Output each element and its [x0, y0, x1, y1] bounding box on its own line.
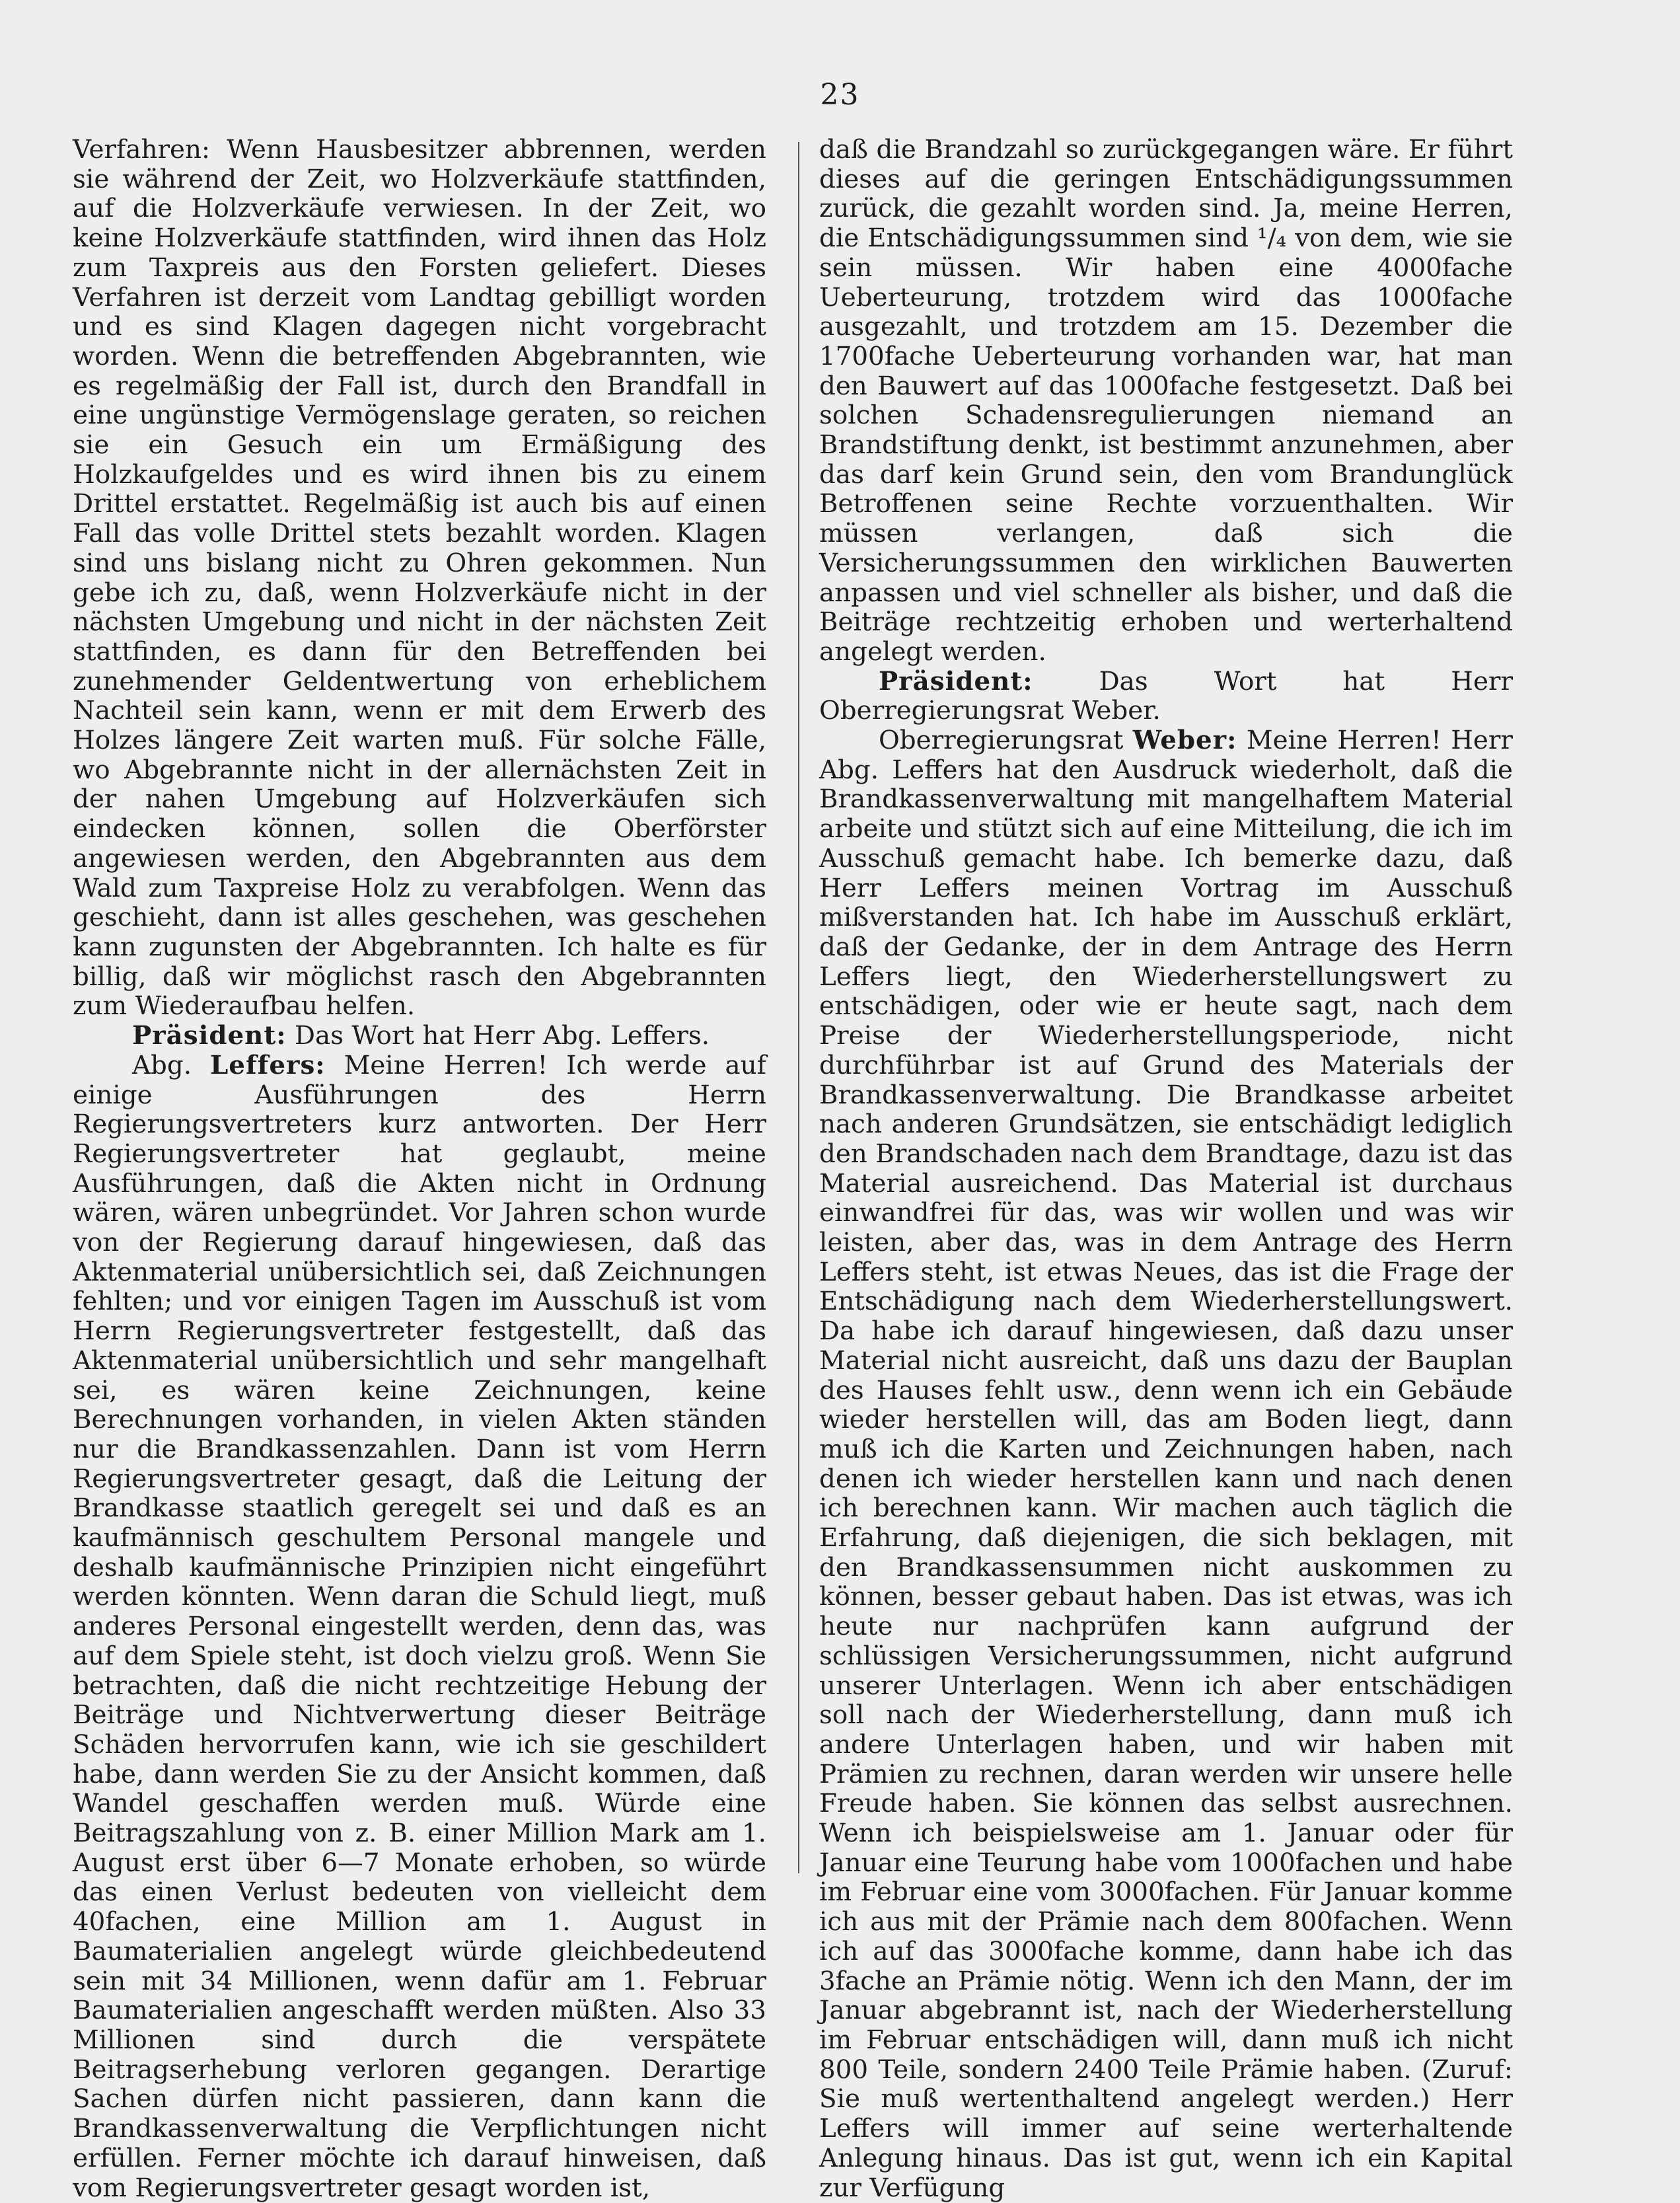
- page-number: 23: [820, 78, 860, 112]
- paragraph-text: Meine Herren! Herr Abg. Leffers hat den Ausdruck wiederholt, daß die Brandkassenverwaltung mit mangelhaftem Material arbeite und stützt sich auf eine Mitteilung, die ich im Ausschuß gemacht habe. Ich bemerke dazu, daß Herr Leffers meinen Vortrag im Ausschuß mißverstanden hat. Ich habe im Ausschuß erklärt, daß der Gedanke, der in dem Antrage des Herrn Leffers liegt, den Wiederherstellungswert zu entschädigen, oder wie er heute sagt, nach dem Preise der Wiederherstellungsperiode, nicht durchführbar ist auf Grund des Materials der Brandkassenverwaltung. Die Brandkasse arbeitet nach anderen Grundsätzen, sie entschädigt lediglich den Brandschaden nach dem Brandtage, dazu ist das Material ausreichend. Das Material ist durchaus einwandfrei für das, was wir wollen und was wir leisten, aber das, was in dem Antrage des Herrn Leffers steht, ist etwas Neues, das ist die Frage der Entschädigung nach dem Wiederherstellungswert. Da habe ich darauf hingewiesen, daß dazu unser Material nicht ausreicht, daß uns dazu der Bauplan des Hauses fehlt usw., denn wenn ich ein Gebäude wieder herstellen will, das am Boden liegt, dann muß ich die Karten und Zeichnungen haben, nach denen ich wieder herstellen kann und nach denen ich berechnen kann. Wir machen auch täglich die Erfahrung, daß diejenigen, die sich beklagen, mit den Brandkassensummen nicht auskommen zu können, besser gebaut haben. Das ist etwas, was ich heute nur nachprüfen kann aufgrund der schlüssigen Versicherungssummen, nicht aufgrund unserer Unterlagen. Wenn ich aber entschädigen soll nach der Wiederherstellung, dann muß ich andere Unterlagen haben, und wir haben mit Prämien zu rechnen, daran werden wir unsere helle Freude haben. Sie können das selbst ausrechnen. Wenn ich beispielsweise am 1. Januar oder für Januar eine Teurung habe vom 1000fachen und habe im Februar eine vom 3000fachen. Für Januar komme ich aus mit der Prämie nach dem 800fachen. Wenn ich auf das 3000fache komme, dann habe ich das 3fache an Prämie nötig. Wenn ich den Mann, der im Januar abgebrannt ist, nach der Wiederherstellung im Februar entschädigen will, dann muß ich nicht 800 Teile, sondern 2400 Teile Prämie haben. (Zuruf: Sie muß wertenthaltend angelegt werden.) Herr Leffers will immer auf seine werterhaltende Anlegung hinaus. Das ist gut, wenn ich ein Kapital zur Verfügung: [819, 726, 1513, 2203]
- paragraph-text: Das Wort hat Herr Abg. Leffers.: [286, 1021, 710, 1051]
- speaker-prefix: Oberregierungsrat: [879, 726, 1133, 756]
- paragraph: daß die Brandzahl so zurückgegangen wäre. Er führt dieses auf die geringen Entschädigungssummen zurück, die gezahlt worden sind. Ja, meine Herren, die Entschädigungssummen sind ¹/₄ von dem, wie sie sein müssen. Wir haben eine 4000fache Ueberteurung, trotzdem wird das 1000fache ausgezahlt, und trotzdem am 15. Dezember die 1700fache Ueberteurung vorhanden war, hat man den Bauwert auf das 1000fache festgesetzt. Daß bei solchen Schadensregulierungen niemand an Brandstiftung denkt, ist bestimmt anzunehmen, aber das darf kein Grund sein, den vom Brandunglück Betroffenen seine Rechte vorzuenthalten. Wir müssen verlangen, daß sich die Versicherungssummen den wirklichen Bauwerten anpassen und viel schneller als bisher, und daß die Beiträge rechtzeitig erhoben und werterhaltend angelegt werden.: [819, 135, 1513, 667]
- speaker-name: Weber:: [1132, 726, 1237, 756]
- left-column: [73, 135, 766, 2203]
- speaker-name: Präsident:: [879, 666, 1033, 696]
- right-column: [819, 135, 1513, 2203]
- paragraph: [819, 667, 1513, 726]
- paragraph-text: Das Wort hat Herr Oberregierungsrat Weber.: [819, 666, 1513, 726]
- speaker-prefix: Abg.: [132, 1050, 210, 1080]
- paragraph: [73, 1051, 766, 2203]
- speaker-name: Präsident:: [132, 1021, 287, 1051]
- column-divider: [798, 142, 799, 1873]
- paragraph-text: Meine Herren! Ich werde auf einige Ausführungen des Herrn Regierungsvertreters kurz antworten. Der Herr Regierungsvertreter hat geglaubt, meine Ausführungen, daß die Akten nicht in Ordnung wären, wären unbegründet. Vor Jahren schon wurde von der Regierung darauf hingewiesen, daß das Aktenmaterial unübersichtlich sei, daß Zeichnungen fehlten; und vor einigen Tagen im Ausschuß ist vom Herrn Regierungsvertreter festgestellt, daß das Aktenmaterial unübersichtlich und sehr mangelhaft sei, es wären keine Zeichnungen, keine Berechnungen vorhanden, in vielen Akten ständen nur die Brandkassenzahlen. Dann ist vom Herrn Regierungsvertreter gesagt, daß die Leitung der Brandkasse staatlich geregelt sei und daß es an kaufmännisch geschultem Personal mangele und deshalb kaufmännische Prinzipien nicht eingeführt werden könnten. Wenn daran die Schuld liegt, muß anderes Personal eingestellt werden, denn das, was auf dem Spiele steht, ist doch vielzu groß. Wenn Sie betrachten, daß die nicht rechtzeitige Hebung der Beiträge und Nichtverwertung dieser Beiträge Schäden hervorrufen kann, wie ich sie geschildert habe, dann werden Sie zu der Ansicht kommen, daß Wandel geschaffen werden muß. Würde eine Beitragszahlung von z. B. einer Million Mark am 1. August erst über 6—7 Monate erhoben, so würde das einen Verlust bedeuten von vielleicht dem 40fachen, eine Million am 1. August in Baumaterialien angelegt würde gleichbedeutend sein mit 34 Millionen, wenn dafür am 1. Februar Baumaterialien angeschafft werden müßten. Also 33 Millionen sind durch die verspätete Beitragserhebung verloren gegangen. Derartige Sachen dürfen nicht passieren, dann kann die Brandkassenverwaltung die Verpflichtungen nicht erfüllen. Ferner möchte ich darauf hinweisen, daß vom Regierungsvertreter gesagt worden ist,: [73, 1050, 766, 2203]
- paragraph: [73, 1022, 766, 1051]
- speaker-name: Leffers:: [210, 1050, 326, 1080]
- paragraph: Verfahren: Wenn Hausbesitzer abbrennen, werden sie während der Zeit, wo Holzverkäufe stattfinden, auf die Holzverkäufe verwiesen. In der Zeit, wo keine Holzverkäufe stattfinden, wird ihnen das Holz zum Taxpreis aus den Forsten geliefert. Dieses Verfahren ist derzeit vom Landtag gebilligt worden und es sind Klagen dagegen nicht vorgebracht worden. Wenn die betreffenden Abgebrannten, wie es regelmäßig der Fall ist, durch den Brandfall in eine ungünstige Vermögenslage geraten, so reichen sie ein Gesuch ein um Ermäßigung des Holzkaufgeldes und es wird ihnen bis zu einem Drittel erstattet. Regelmäßig ist auch bis auf einen Fall das volle Drittel stets bezahlt worden. Klagen sind uns bislang nicht zu Ohren gekommen. Nun gebe ich zu, daß, wenn Holzverkäufe nicht in der nächsten Umgebung und nicht in der nächsten Zeit stattfinden, es dann für den Betreffenden bei zunehmender Geldentwertung von erheblichem Nachteil sein kann, wenn er mit dem Erwerb des Holzes längere Zeit warten muß. Für solche Fälle, wo Abgebrannte nicht in der allernächsten Zeit in der nahen Umgebung auf Holzverkäufen sich eindecken können, sollen die Oberförster angewiesen werden, den Abgebrannten aus dem Wald zum Taxpreise Holz zu verabfolgen. Wenn das geschieht, dann ist alles geschehen, was geschehen kann zugunsten der Abgebrannten. Ich halte es für billig, daß wir möglichst rasch den Abgebrannten zum Wiederaufbau helfen.: [73, 135, 766, 1022]
- paragraph: [819, 726, 1513, 2203]
